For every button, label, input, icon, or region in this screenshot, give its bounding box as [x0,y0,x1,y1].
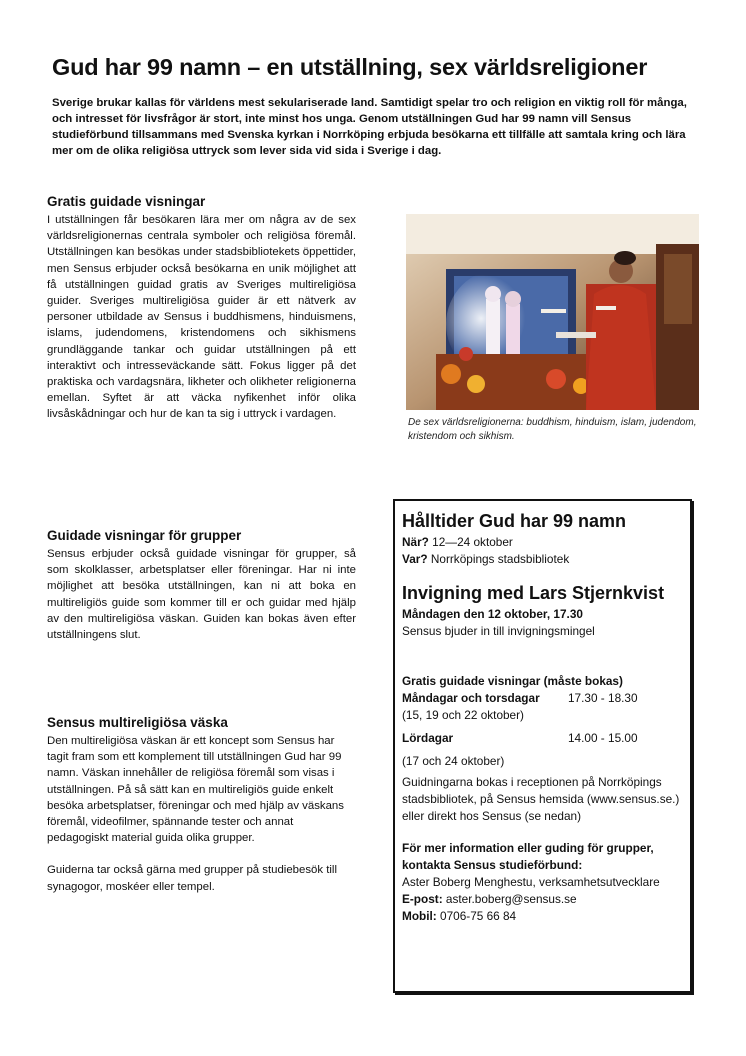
slot2-dates: (17 och 24 oktober) [402,754,505,768]
email-label: E-post: [402,892,443,906]
page-title: Gud har 99 namn – en utställning, sex världsreligioner [52,54,648,80]
schedule-heading: Hålltider Gud har 99 namn [402,511,627,531]
slot1-day: Måndagar och torsdagar [402,691,540,705]
when-value: 12—24 oktober [432,535,513,549]
slot2-row [402,730,683,747]
slot1-time: 17.30 - 18.30 [568,691,638,705]
guided-heading [402,673,683,690]
temple-photo [406,214,699,410]
section-group-tours [47,527,356,643]
guided-heading-text: Gratis guidade visningar (måste bokas) [402,674,623,688]
phone-value: 0706-75 66 84 [440,909,517,923]
inauguration-heading: Invigning med Lars Stjernkvist [402,583,665,603]
section-heading: Guidade visningar för grupper [47,528,242,543]
photo-caption: De sex världsreligionerna: buddhism, hinduism, islam, judendom, kristendom och sikhism. [408,417,697,442]
slot1-row [402,690,683,707]
section-heading: Sensus multireligiösa väska [47,715,228,730]
contact-heading [402,840,683,874]
section-body: I utställningen får besökaren lära mer om några av de sex världsreligionernas centrala symboler och religiösa föremål. Utställningen kan besökas under stadsbibliotekets öppettider, men Sensus erbjuder också besökarna en unik möjlighet att få utställningen guidad gratis av Sveriges multireligiösa guider. Sveriges multireligiösa guider är ett nätverk av personer utbildade av Sensus i buddhismens, hinduismens, islams, judendomens, kristendomens och sikhismens grundläggande tankar och guidar utställningen på ett interaktivt och intresseväckande sätt. Fokus ligger på det praktiska och vardagsnära, likheter och olikheter religionerna emellan. Syftet är att väcka nyfikenhet inför olika livsåskådningar och hur de kan ta sig i uttryck i vardagen. [47,214,357,421]
when-line [402,534,683,551]
contact-heading-text: För mer information eller guding för grupper, kontakta Sensus studieförbund: [402,841,654,872]
email-line [402,891,683,908]
where-value: Norrköpings stadsbibliotek [430,552,570,566]
slot1-dates: (15, 19 och 22 oktober) [402,708,524,722]
inauguration-text: Sensus bjuder in till invigningsmingel [402,624,595,638]
phone-label: Mobil: [402,909,437,923]
where-label: Var? [402,552,428,566]
section-guided-tours [47,193,356,423]
section-multireligious-bag [47,714,356,895]
temple-photo-illustration [406,214,699,410]
intro-paragraph: Sverige brukar kallas för världens mest sekulariserade land. Samtidigt spelar tro och religion en viktig roll för många, och intresset för livsfrågor är stort, inte minst hos unga. Genom utställningen Gud har 99 namn vill Sensus studieförbund tillsammans med Svenska kyrkan i Norrköping erbjuda besökarna ett tillfälle att samtala kring och lära mer om de olika religiösa uttryck som lever sida vid sida i Sverige i dag. [52,97,687,157]
inauguration-date-text: Måndagen den 12 oktober, 17.30 [402,607,583,621]
section-body-2: Guiderna tar också gärna med grupper på studiebesök till synagogor, moskéer eller tempel. [47,864,337,893]
email-value: aster.boberg@sensus.se [445,892,577,906]
section-body: Sensus erbjuder också guidade visningar för grupper, så som skolklasser, arbetsplatser eller föreningar. Har ni inte möjlighet att besöka utställningen, kan ni att boka en multireligiös guide som kommer till er och guidar med hjälp av den multireligiösa väskan. Guiden kan bokas även efter utställningens slut. [47,548,356,642]
section-heading: Gratis guidade visningar [47,194,206,209]
slot2-day: Lördagar [402,731,454,745]
where-line [402,551,683,568]
info-box [393,499,692,993]
section-body: Den multireligiösa väskan är ett koncept som Sensus har tagit fram som ett komplement till utställningen Gud har 99 namn. Väskan innehåller de religiösa föremål som visas i utställningen. På så sätt kan en multireligiös guide enkelt besöka arbetsplatser, föreningar och med hjälp av väskans föremål, videofilmer, spännande tester och annat pedagogiskt material guida olika grupper. [47,735,344,845]
inauguration-date [402,606,683,623]
slot2-time: 14.00 - 15.00 [568,731,638,745]
phone-line [402,908,683,925]
booking-text: Guidningarna bokas i receptionen på Norrköpings stadsbibliotek, på Sensus hemsida (www.sensus.se.) eller direkt hos Sensus (se nedan) [402,775,680,823]
contact-name: Aster Boberg Menghestu, verksamhetsutvecklare [402,875,660,889]
when-label: När? [402,535,429,549]
